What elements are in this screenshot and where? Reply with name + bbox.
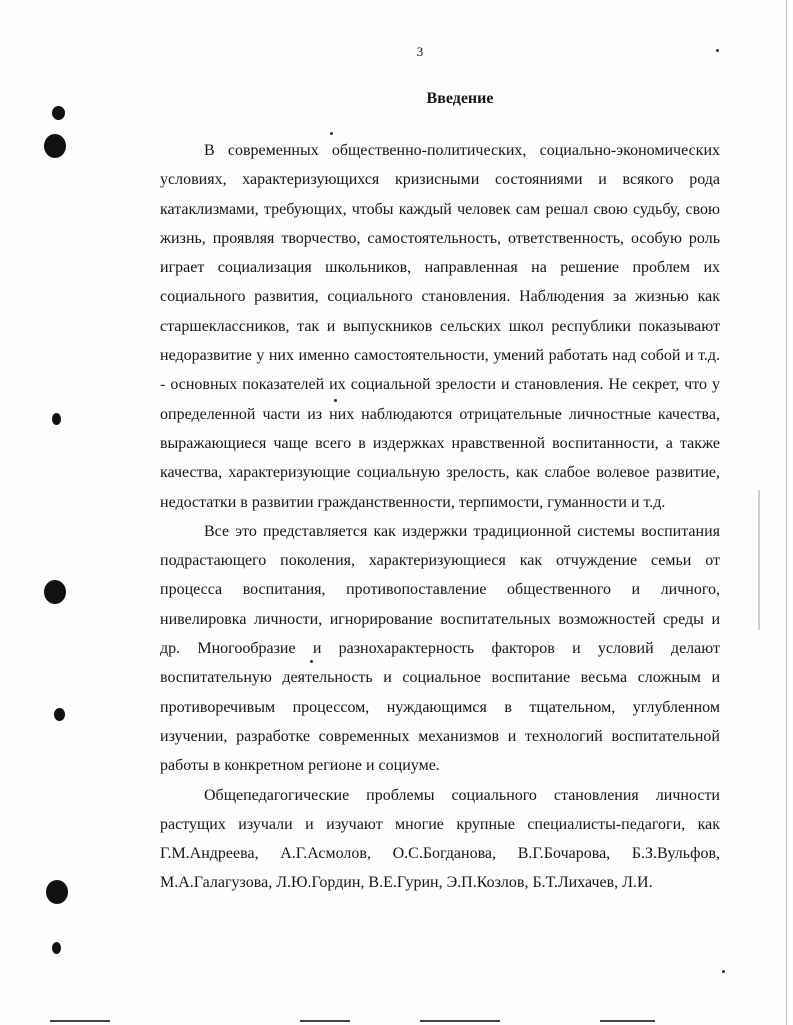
- binder-hole: [54, 708, 65, 721]
- scan-bottom-rule: [600, 1020, 655, 1022]
- scan-bottom-rule: [300, 1020, 350, 1022]
- scan-speck: [716, 49, 719, 52]
- paragraph: Общепедагогические проблемы социального становления личности растущих изучали и изучают многие крупные специалисты-педагоги, как Г.М.Андреева, А.Г.Асмолов, О.С.Богданова, В.Г.Бочарова, Б.З.Вульфов, М.А.Галагузова, Л.Ю.Гордин, В.Е.Гурин, Э.П.Козлов, Б.Т.Лихачев, Л.И.: [160, 786, 720, 892]
- scan-speck: [722, 970, 725, 973]
- binder-hole: [46, 880, 68, 904]
- page-number: 3: [416, 44, 424, 59]
- binder-hole: [44, 134, 66, 158]
- scan-edge-mark: [758, 490, 760, 630]
- paragraph: Все это представляется как издержки традиционной системы воспитания подрастающего поколения, характеризующиеся как отчуждение семьи от процесса воспитания, противопоставление общественного и личного, нивелировка личности, игнорирование воспитательных возможностей среды и др. Многообразие и разнохарактерность факторов и условий делают воспитательную деятельность и социальное воспитание весьма сложным и противоречивым процессом, нуждающимся в тщательном, углубленном изучении, разработке современных механизмов и технологий воспитательной работы в конкретном регионе и социуме.: [160, 522, 720, 775]
- page-edge: [786, 0, 787, 1025]
- section-heading: Введение: [426, 90, 494, 107]
- binder-hole: [52, 413, 61, 425]
- binder-hole: [44, 580, 66, 604]
- binder-hole: [52, 942, 61, 954]
- scan-bottom-rule: [50, 1020, 110, 1022]
- scan-speck: [330, 132, 333, 135]
- binder-hole: [52, 106, 65, 120]
- paragraph: В современных общественно-политических, социально-экономических условиях, характеризующихся кризисными состояниями и всякого рода катаклизмами, требующих, чтобы каждый человек сам решал свою судьбу, свою жизнь, проявляя творчество, самостоятельность, ответственность, особую роль играет социализация школьников, направленная на решение проблем их социального развития, социального становления. Наблюдения за жизнью как старшеклассников, так и выпускников сельских школ республики показывают недоразвитие у них именно самостоятельности, умений работать над собой и т.д. - основных показателей их социальной зрелости и становления. Не секрет, что у определенной части из них наблюдаются отрицательные личностные качества, выражающиеся чаще всего в издержках нравственной воспитанности, а также качества, характеризующие социальную зрелость, как слабое волевое развитие, недостатки в развитии гражданственности, терпимости, гуманности и т.д.: [160, 142, 720, 511]
- scan-bottom-rule: [420, 1020, 500, 1022]
- body-text: [160, 136, 720, 898]
